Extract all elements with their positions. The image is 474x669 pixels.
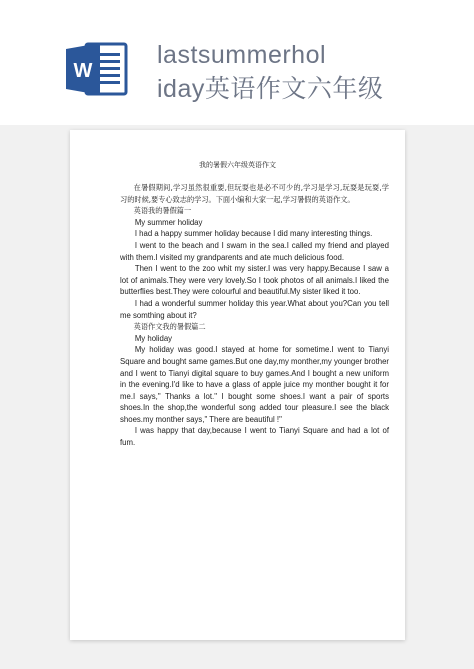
section-heading-2: 英语作文我的暑假篇二: [133, 322, 206, 332]
document-title: [157, 38, 457, 106]
document-page: [70, 130, 405, 640]
essay-title-1: My summer holiday: [134, 217, 203, 227]
document-title-line-1: lastsummerhol: [157, 41, 327, 69]
document-title-line-2: iday英语作文六年级: [157, 75, 384, 103]
svg-text:W: W: [73, 60, 93, 82]
body-paragraph: I was happy that day,because I went to Tianyi Square and had a lot of fum.: [120, 426, 389, 448]
body-paragraph: I had a wonderful summer holiday this year.What about you?Can you tell me somthing about it?: [120, 298, 389, 320]
page-heading: 我的暑假六年级英语作文: [199, 161, 276, 169]
word-document-icon: [64, 42, 130, 96]
document-body: [120, 182, 389, 449]
body-paragraph: My holiday was good.I stayed at home for sometime.I went to Tianyi Square and bought same games.But one day,my monther,my younger brother and I went to Tianyi digital square to buy games.And I bought a new uniform in the evening.I'd like to have a glass of apple juice my monther bought it for me.I says," Thanks a lot." I bought some shoes.I want a pair of sports shoes.In the shop,the wonderful song added tour pleasure.I see the black shoes.my monther says," There are beautiful !": [120, 345, 390, 424]
body-paragraph: I had a happy summer holiday because I did many interesting things.: [134, 229, 373, 239]
section-heading-1: 英语我的暑假篇一: [133, 206, 192, 216]
body-paragraph: Then I went to the zoo whit my sister.I was very happy.Because I saw a lot of animals.They were very lovely.So I took photos of all animals.I liked the butterflies best.They were colourful and beautiful.My sister liked it too.: [120, 264, 389, 297]
essay-title-2: My holiday: [134, 333, 173, 343]
body-paragraph: I went to the beach and I swam in the sea.I called my friend and played with them.I visited my grandparents and ate much delicious food.: [120, 240, 389, 262]
header: [0, 0, 474, 130]
intro-paragraph: 在暑假期间,学习虽然很重要,但玩耍也是必不可少的,学习是学习,玩耍是玩耍,学习的时候,要专心致志的学习。下面小编和大家一起,学习暑假的英语作文。: [120, 183, 389, 204]
